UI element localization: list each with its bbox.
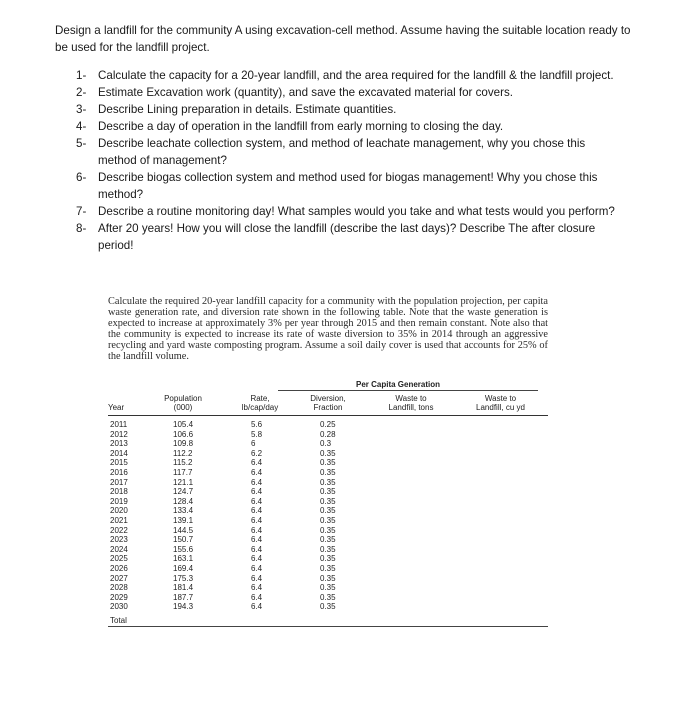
question-text: Describe leachate collection system, and method of leachate management, why you chose this method of management? bbox=[98, 137, 586, 167]
cell-year: 2019 bbox=[110, 496, 128, 506]
cell-diversion: 0.35 bbox=[320, 563, 336, 573]
cell-rate: 6.4 bbox=[251, 573, 263, 583]
cell-diversion: 0.35 bbox=[320, 554, 336, 564]
cell-year: 2027 bbox=[110, 573, 128, 583]
table-row bbox=[108, 564, 548, 574]
table-row bbox=[108, 545, 548, 555]
cell-year: 2022 bbox=[110, 525, 128, 535]
question-number: 7- bbox=[76, 205, 87, 218]
question-text: Describe biogas collection system and method used for biogas management! Why you chose this method? bbox=[98, 171, 598, 201]
header-diversion: Diversion, Fraction bbox=[310, 394, 346, 412]
cell-year: 2028 bbox=[110, 583, 128, 593]
cell-diversion: 0.35 bbox=[320, 458, 336, 468]
header-rule bbox=[108, 415, 548, 416]
cell-diversion: 0.3 bbox=[320, 439, 332, 449]
cell-population: 139.1 bbox=[173, 515, 194, 525]
question-item bbox=[76, 101, 616, 118]
question-text: Describe a day of operation in the landfill from early morning to closing the day. bbox=[98, 120, 504, 133]
table-body bbox=[108, 420, 548, 612]
cell-rate: 6.4 bbox=[251, 496, 263, 506]
cell-diversion: 0.35 bbox=[320, 515, 336, 525]
cell-diversion: 0.35 bbox=[320, 544, 336, 554]
cell-population: 128.4 bbox=[173, 496, 194, 506]
cell-year: 2011 bbox=[110, 420, 128, 429]
cell-diversion: 0.35 bbox=[320, 602, 336, 612]
question-number: 8- bbox=[76, 222, 87, 235]
header-waste-cuyd: Waste to Landfill, cu yd bbox=[476, 394, 525, 412]
cell-population: 117.7 bbox=[173, 467, 193, 477]
cell-population: 194.3 bbox=[173, 602, 194, 612]
cell-year: 2015 bbox=[110, 458, 128, 468]
cell-rate: 6.4 bbox=[251, 458, 263, 468]
header-year: Year bbox=[108, 403, 125, 412]
table-row bbox=[108, 430, 548, 440]
cell-diversion: 0.35 bbox=[320, 448, 336, 458]
cell-year: 2016 bbox=[110, 467, 128, 477]
cell-diversion: 0.35 bbox=[320, 573, 336, 583]
header-waste-tons: Waste to Landfill, tons bbox=[388, 394, 434, 412]
table-row bbox=[108, 574, 548, 584]
table-row bbox=[108, 516, 548, 526]
table-row bbox=[108, 535, 548, 545]
cell-diversion: 0.35 bbox=[320, 592, 336, 602]
cell-population: 109.8 bbox=[173, 439, 194, 449]
question-number: 4- bbox=[76, 120, 87, 133]
table-row bbox=[108, 439, 548, 449]
table-row bbox=[108, 449, 548, 459]
question-number: 3- bbox=[76, 103, 87, 116]
cell-rate: 6.4 bbox=[251, 583, 263, 593]
cell-rate: 6.4 bbox=[251, 563, 263, 573]
table-row bbox=[108, 526, 548, 536]
table-row bbox=[108, 554, 548, 564]
table-row bbox=[108, 478, 548, 488]
cell-diversion: 0.35 bbox=[320, 525, 336, 535]
cell-year: 2017 bbox=[110, 477, 128, 487]
question-item bbox=[76, 220, 616, 254]
cell-year: 2020 bbox=[110, 506, 128, 516]
cell-population: 181.4 bbox=[173, 583, 194, 593]
question-number: 6- bbox=[76, 171, 87, 184]
cell-population: 187.7 bbox=[173, 592, 194, 602]
cell-population: 121.1 bbox=[173, 477, 194, 487]
cell-rate: 6.4 bbox=[251, 554, 263, 564]
table-row bbox=[108, 420, 548, 430]
cell-population: 163.1 bbox=[173, 554, 194, 564]
cell-diversion: 0.35 bbox=[320, 583, 336, 593]
cell-rate: 5.6 bbox=[251, 420, 263, 429]
cell-diversion: 0.35 bbox=[320, 506, 336, 516]
cell-diversion: 0.25 bbox=[320, 420, 336, 429]
cell-diversion: 0.35 bbox=[320, 535, 336, 545]
total-rule bbox=[108, 626, 548, 627]
cell-year: 2030 bbox=[110, 602, 128, 612]
table-row bbox=[108, 583, 548, 593]
cell-diversion: 0.35 bbox=[320, 487, 336, 497]
question-text: Estimate Excavation work (quantity), and save the excavated material for covers. bbox=[98, 86, 513, 99]
cell-population: 150.7 bbox=[173, 535, 194, 545]
cell-population: 115.2 bbox=[173, 458, 193, 468]
header-rate: Rate, lb/cap/day bbox=[241, 394, 279, 412]
cell-rate: 6.4 bbox=[251, 592, 263, 602]
assignment-intro: Design a landfill for the community A using excavation-cell method. Assume having the suitable location ready to be used for the landfill project. bbox=[55, 24, 631, 54]
group-header-rule bbox=[278, 390, 538, 391]
cell-population: 112.2 bbox=[173, 448, 193, 458]
cell-year: 2024 bbox=[110, 544, 128, 554]
cell-diversion: 0.28 bbox=[320, 429, 336, 439]
cell-year: 2014 bbox=[110, 448, 128, 458]
total-label: Total bbox=[110, 616, 127, 625]
cell-population: 124.7 bbox=[173, 487, 194, 497]
cell-rate: 6 bbox=[251, 439, 256, 449]
cell-diversion: 0.35 bbox=[320, 477, 336, 487]
cell-year: 2021 bbox=[110, 515, 128, 525]
group-header: Per Capita Generation bbox=[355, 380, 441, 389]
question-item bbox=[76, 135, 616, 169]
cell-population: 155.6 bbox=[173, 544, 194, 554]
cell-rate: 6.4 bbox=[251, 467, 263, 477]
cell-rate: 6.2 bbox=[251, 448, 263, 458]
question-text: Describe a routine monitoring day! What samples would you take and what tests would you perform? bbox=[98, 205, 615, 218]
table-row bbox=[108, 506, 548, 516]
question-number: 2- bbox=[76, 86, 87, 99]
question-number: 1- bbox=[76, 69, 87, 82]
cell-year: 2025 bbox=[110, 554, 128, 564]
cell-population: 169.4 bbox=[173, 563, 194, 573]
cell-population: 106.6 bbox=[173, 429, 194, 439]
question-list bbox=[76, 67, 616, 254]
table-row bbox=[108, 602, 548, 612]
table-row bbox=[108, 593, 548, 603]
cell-rate: 6.4 bbox=[251, 506, 263, 516]
cell-year: 2026 bbox=[110, 563, 128, 573]
problem-statement: Calculate the required 20-year landfill capacity for a community with the population projection, per capita waste generation rate, and diversion rate shown in the following table. Note that the waste generation is expected to increase at approximately 3% per year through 2015 and then remain constant. Note also that the community is expected to increase its rate of waste diversion to 35% in 2014 through an aggressive recycling and yard waste composting program. Assume a soil daily cover is used that accounts for 25% of the landfill volume. bbox=[108, 296, 548, 363]
header-population: Population (000) bbox=[164, 394, 202, 412]
cell-rate: 6.4 bbox=[251, 535, 263, 545]
table-row bbox=[108, 497, 548, 507]
cell-rate: 6.4 bbox=[251, 602, 263, 612]
question-text: After 20 years! How you will close the landfill (describe the last days)? Describe The after closure period! bbox=[98, 222, 596, 252]
table-row bbox=[108, 468, 548, 478]
cell-rate: 6.4 bbox=[251, 487, 263, 497]
cell-population: 144.5 bbox=[173, 525, 194, 535]
cell-year: 2018 bbox=[110, 487, 128, 497]
question-number: 5- bbox=[76, 137, 87, 150]
cell-population: 105.4 bbox=[173, 420, 194, 429]
table-row bbox=[108, 458, 548, 468]
question-text: Describe Lining preparation in details. Estimate quantities. bbox=[98, 103, 397, 116]
cell-population: 133.4 bbox=[173, 506, 194, 516]
cell-rate: 6.4 bbox=[251, 477, 263, 487]
cell-diversion: 0.35 bbox=[320, 467, 336, 477]
cell-rate: 6.4 bbox=[251, 525, 263, 535]
question-item bbox=[76, 84, 616, 101]
table-row bbox=[108, 487, 548, 497]
cell-year: 2029 bbox=[110, 592, 128, 602]
cell-diversion: 0.35 bbox=[320, 496, 336, 506]
cell-population: 175.3 bbox=[173, 573, 194, 583]
question-item bbox=[76, 67, 616, 84]
cell-year: 2013 bbox=[110, 439, 128, 449]
cell-year: 2023 bbox=[110, 535, 128, 545]
question-item bbox=[76, 203, 616, 220]
question-text: Calculate the capacity for a 20-year landfill, and the area required for the landfill & the landfill project. bbox=[98, 69, 614, 82]
cell-rate: 5.8 bbox=[251, 429, 263, 439]
cell-rate: 6.4 bbox=[251, 544, 263, 554]
cell-year: 2012 bbox=[110, 429, 128, 439]
question-item bbox=[76, 118, 616, 135]
cell-rate: 6.4 bbox=[251, 515, 263, 525]
question-item bbox=[76, 169, 616, 203]
